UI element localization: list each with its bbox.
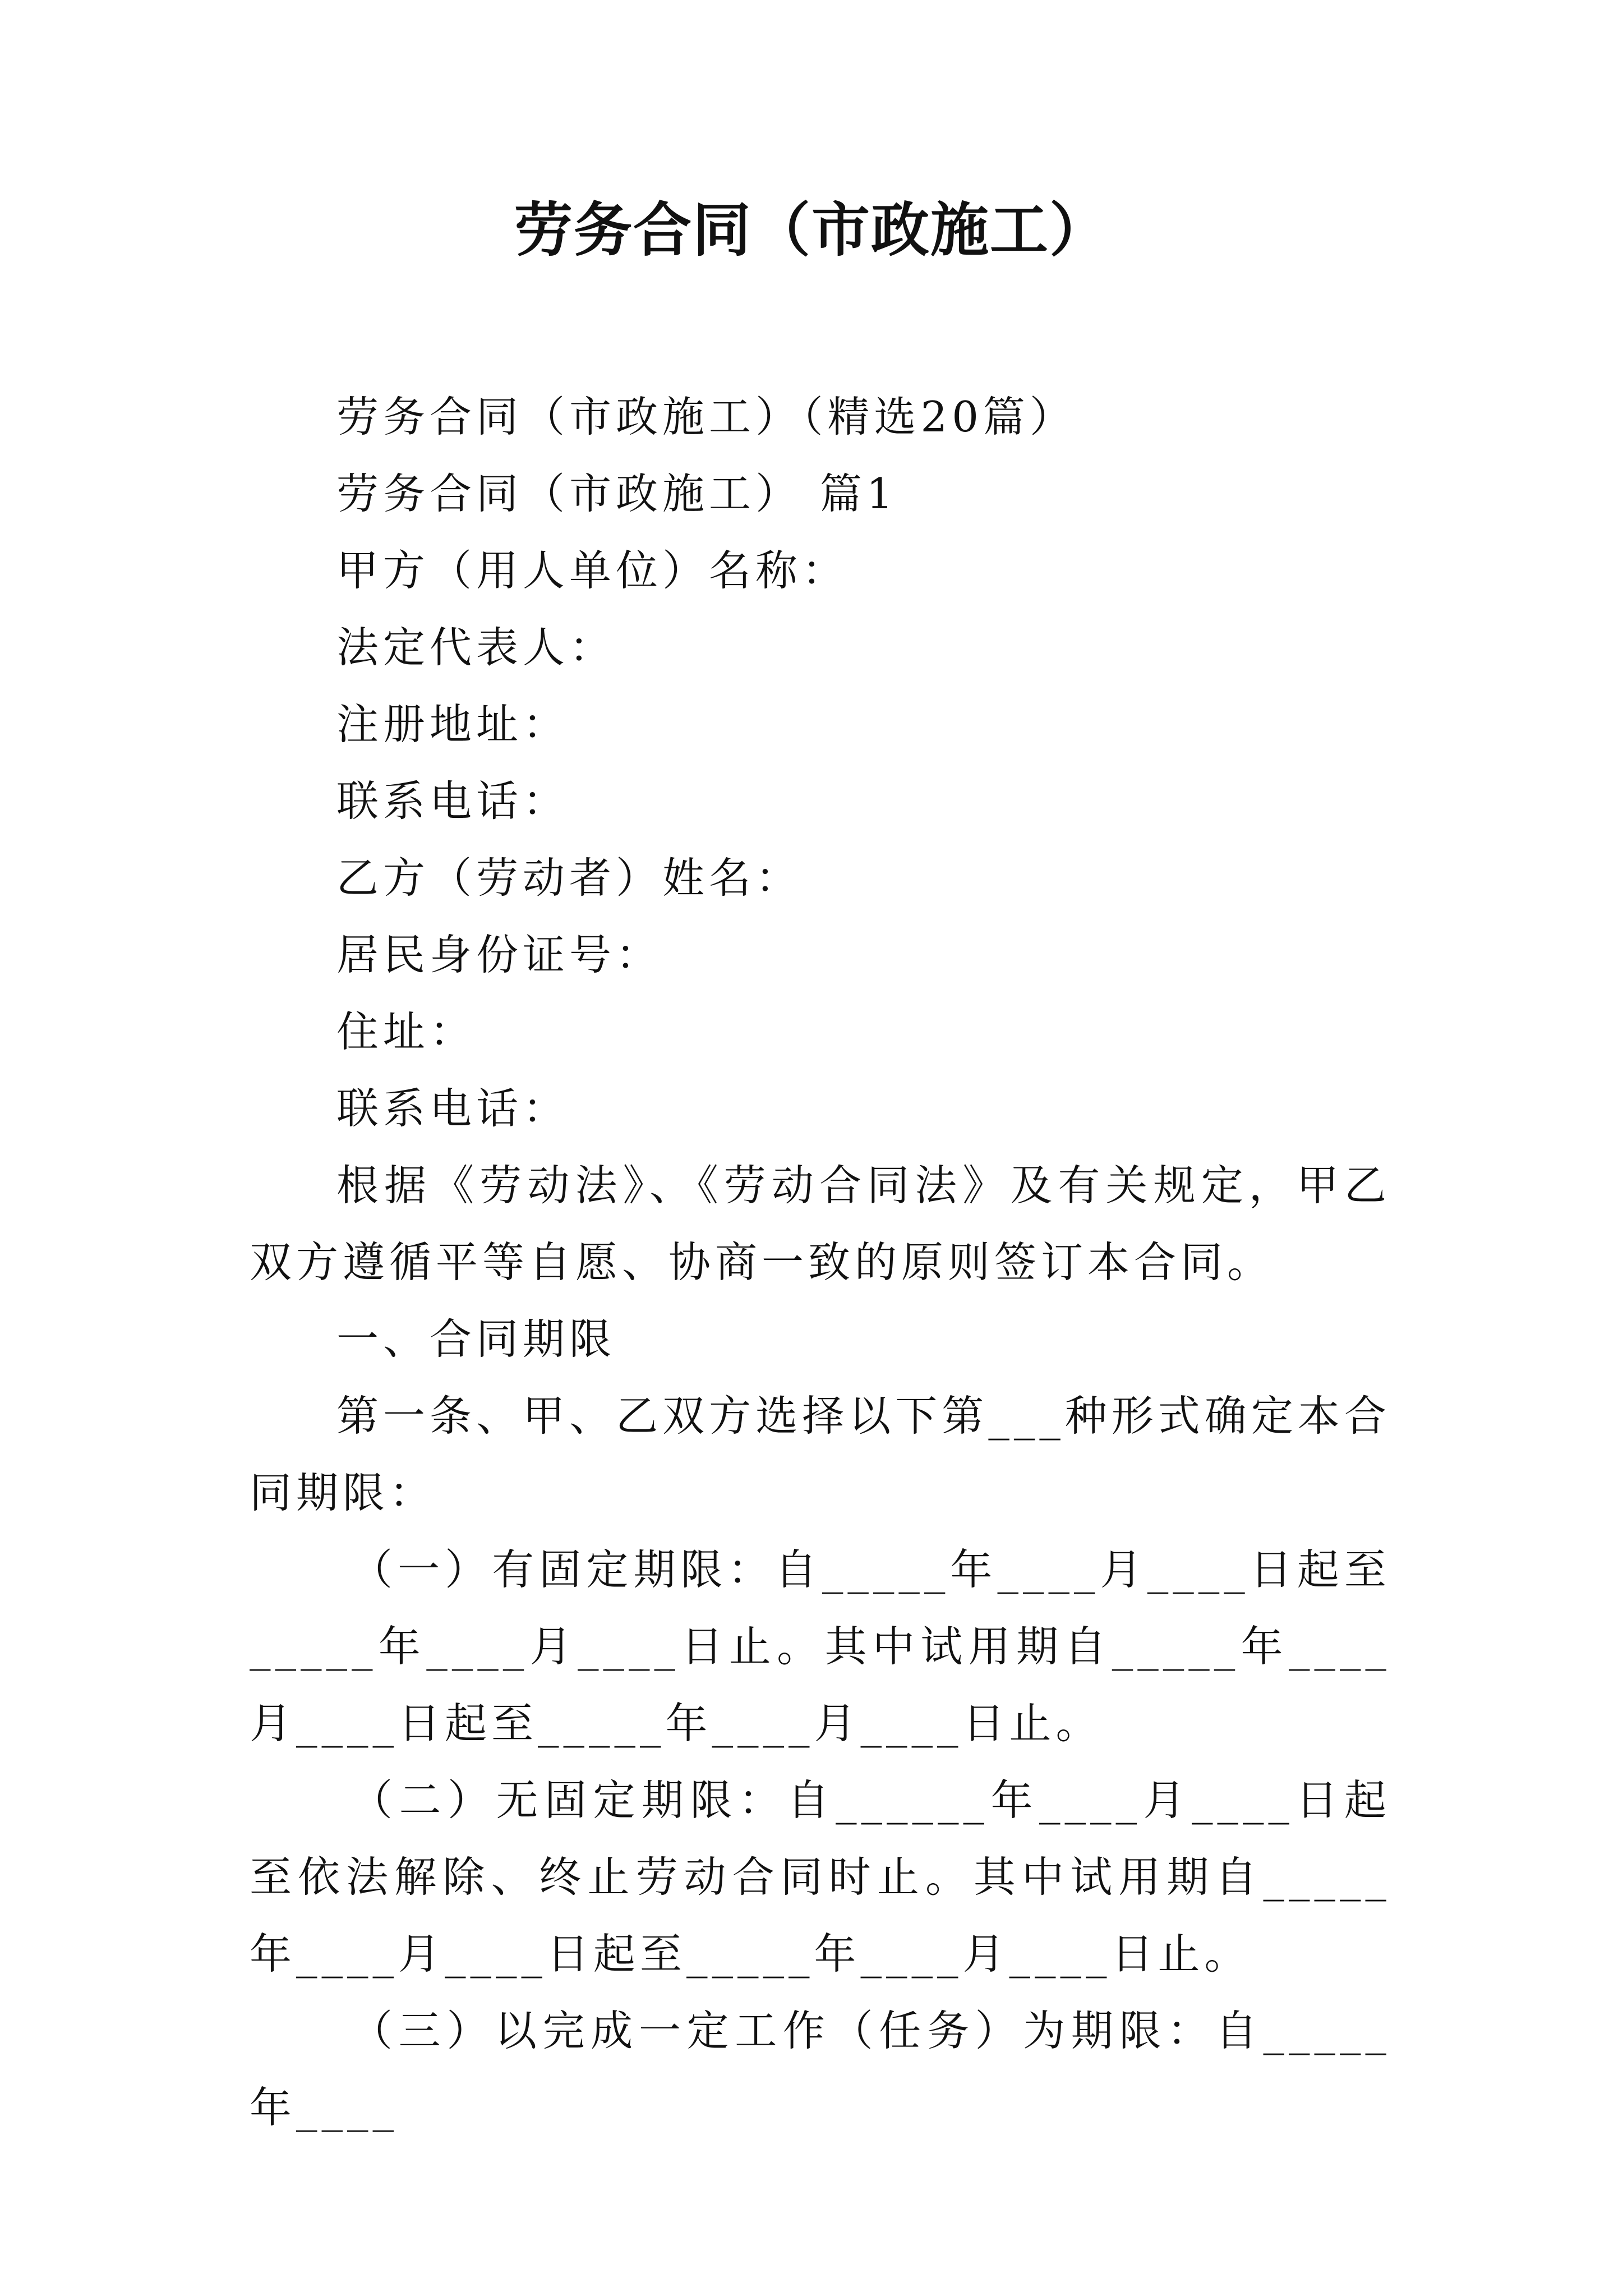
paragraph-party-b-phone: 联系电话： — [336, 1084, 570, 1133]
paragraph-party-b-address: 住址： — [336, 1007, 477, 1056]
paragraph-party-b-name: 乙方（劳动者）姓名： — [336, 853, 803, 903]
paragraph-subtitle: 劳务合同（市政施工）（精选20篇） — [336, 392, 1076, 441]
paragraph-legal-basis: 根据《劳动法》、《劳动合同法》及有关规定，甲乙双方遵循平等自愿、协商一致的原则签订本合同。 — [250, 1161, 1391, 1287]
document-body — [250, 379, 1391, 2146]
paragraph-section-heading: 劳务合同（市政施工） 篇1 — [336, 469, 898, 518]
paragraph-party-a-name: 甲方（用人单位）名称： — [336, 546, 849, 595]
paragraph-legal-representative: 法定代表人： — [336, 623, 616, 672]
paragraph-fixed-term: （一）有固定期限：自_____年____月____日起至_____年____月____日止。其中试用期自_____年____月____日起至_____年____月____日止。 — [250, 1545, 1391, 1748]
paragraph-contract-term-heading: 一、合同期限 — [336, 1314, 616, 1364]
paragraph-id-number: 居民身份证号： — [336, 930, 663, 979]
paragraph-party-a-phone: 联系电话： — [336, 776, 570, 826]
paragraph-article-one: 第一条、甲、乙双方选择以下第___种形式确定本合同期限： — [250, 1391, 1391, 1517]
paragraph-open-term: （二）无固定期限：自______年____月____日起至依法解除、终止劳动合同时止。其中试用期自_____年____月____日起至_____年____月____日止。 — [250, 1775, 1391, 1978]
paragraph-registered-address: 注册地址： — [336, 700, 570, 749]
document-title: 劳务合同（市政施工） — [514, 195, 1109, 264]
paragraph-task-term: （三）以完成一定工作（任务）为期限：自_____年____ — [250, 2006, 1391, 2132]
